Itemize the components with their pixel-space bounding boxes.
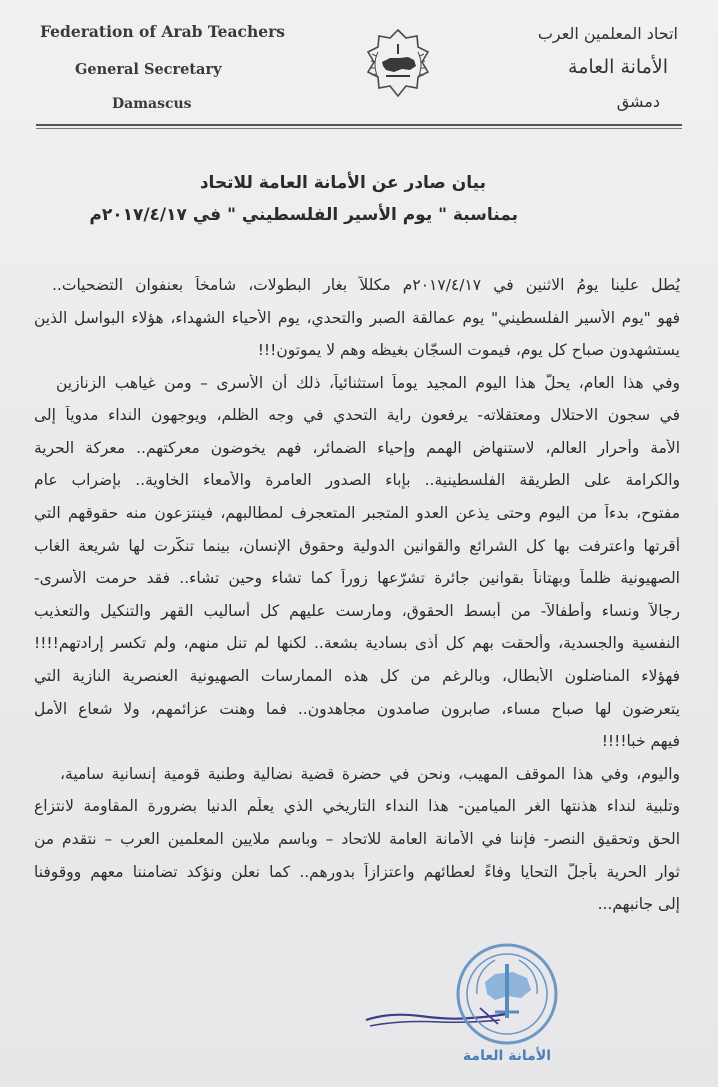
statement-subtitle: بمناسبة " يوم الأسير الفلسطيني " في ٢٠١٧/٤/١٧م (89, 205, 518, 225)
header-divider (36, 124, 682, 126)
body-line-14: يتعرضون لها صباح مساء، صابرون صامدون مجاهدون.. فما وهنت عزائمهم، ولا شعاع الأمل (34, 700, 680, 718)
header-arabic-dept: الأمانة العامة (568, 56, 668, 78)
body-line-11: رجالاً ونساء وأطفالاً- من أبسط الحقوق، ومارست عليهم كل أساليب القهر والتنكيل والتعذيب (34, 602, 680, 620)
official-stamp (455, 942, 559, 1046)
body-line-20: إلى جانبهم... (597, 895, 680, 913)
body-line-19: ثوار الحرية بأجلّ التحايا وفاءً لعطائهم واعتزازاً بدورهم.. كما نعلن ونؤكد تضامننا معهم ووقوفنا (34, 863, 680, 881)
header-arabic-city: دمشق (616, 92, 660, 111)
header-divider-thin (36, 128, 682, 129)
body-line-12: النفسية والجسدية، وألحقت بهم كل أذى بسادية بشعة.. لكنها لم تنل منهم، ولم تكسر إرادتهم!!!! (34, 634, 680, 652)
body-line-15: فيهم خبا!!!! (601, 732, 680, 750)
header-english-dept: General Secretary (75, 61, 222, 78)
body-line-3: يستشهدون صباح كل يوم، فيموت السجّان بغيظه وهم لا يموتون!!! (257, 341, 680, 359)
statement-title: بيان صادر عن الأمانة العامة للاتحاد (199, 173, 486, 193)
header-english-city: Damascus (112, 96, 192, 112)
body-line-18: الحق وتحقيق النصر- فإننا في الأمانة العامة للاتحاد – وباسم ملايين المعلمين العرب – نتقدم من (34, 830, 680, 848)
body-line-4: وفي هذا العام، يحلّ هذا اليوم المجيد يوماً استثنائياً، ذلك أن الأسرى – ومن غياهب الزنازين (56, 374, 680, 392)
body-line-1: يُطل علينا يومُ الاثنين في ٢٠١٧/٤/١٧م مكللاً بغار البطولات، شامخاً بعنفوان التضحيات.. (52, 276, 680, 294)
federation-logo (356, 24, 440, 108)
body-line-7: والكرامة على الطريقة الفلسطينية.. بإباء الصدور العامرة والأمعاء الخاوية.. بإضراب عام (34, 471, 680, 489)
stamp-label: الأمانة العامة (462, 1048, 552, 1064)
body-line-17: وتلبية لنداء هذنتها الغر الميامين- هذا النداء التاريخي الذي يعلّم الدنيا بضرورة المقاومة لانتزاع (34, 797, 680, 815)
body-line-9: أقرتها واعترفت بها كل الشرائع والقوانين الدولية وحقوق الإنسان، بينما تنكّرت لها شريعة الغاب (34, 537, 680, 555)
body-line-6: الأمة وأحرار العالم، لاستنهاض الهمم وإحياء الضمائر، فهم يخوضون معركتهم.. معركة الحرية (34, 439, 680, 457)
header-arabic-org: اتحاد المعلمين العرب (537, 24, 678, 43)
header-english-org: Federation of Arab Teachers (40, 22, 285, 41)
body-line-10: الصهيونية ظلماً وبهتاناً بقوانين جائرة تشرّعها زوراً كما تشاء وحين تشاء.. فقد حرمت الأسرى- (34, 569, 680, 587)
body-line-8: مفتوح، بدءاً من اليوم وحتى يذعن العدو المتجبر المتعجرف لمطالبهم، فينتزعون منه حقوقهم التي (34, 504, 680, 522)
body-line-2: فهو "يوم الأسير الفلسطيني" يوم عمالقة الصبر والتحدي، يوم الأحياء الشهداء، هؤلاء البواسل الذين (34, 309, 680, 327)
body-line-5: في سجون الاحتلال ومعتقلاته- يرفعون راية التحدي في وجه الظلم، ويوجهون النداء مدوياً إلى (34, 406, 680, 424)
body-line-16: واليوم، وفي هذا الموقف المهيب، ونحن في حضرة قضية نضالية وطنية قومية إنسانية سامية، (60, 765, 680, 783)
body-line-13: فهؤلاء المناضلون الأبطال، وبالرغم من كل هذه الممارسات الصهيونية العنصرية النازية التي (34, 667, 680, 685)
